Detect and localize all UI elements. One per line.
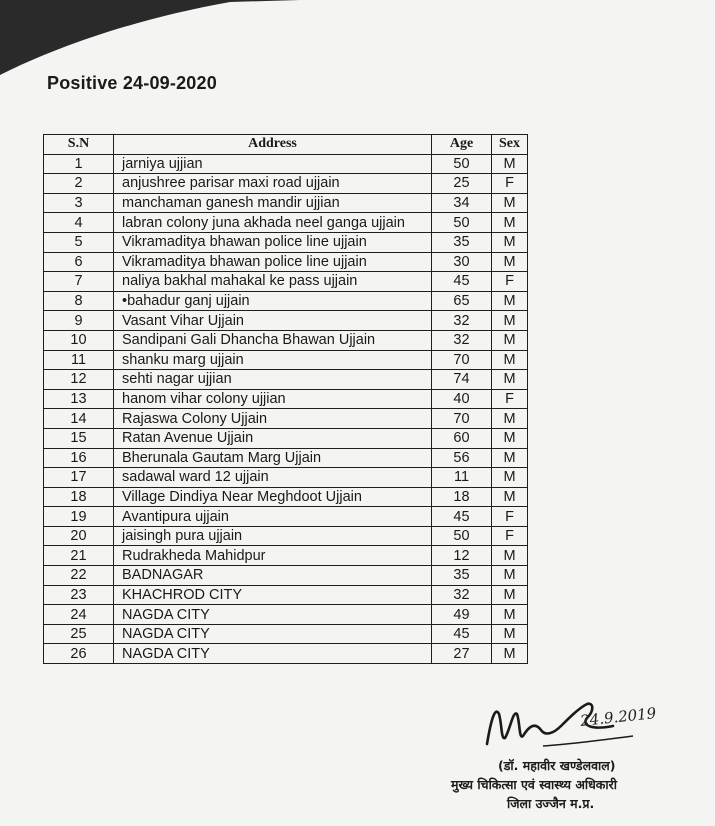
cell-address: hanom vihar colony ujjian (114, 389, 432, 409)
cell-age: 60 (432, 428, 492, 448)
cell-address: anjushree parisar maxi road ujjain (114, 174, 432, 194)
cell-sn: 5 (44, 232, 114, 252)
cell-age: 25 (432, 174, 492, 194)
cell-address: naliya bakhal mahakal ke pass ujjain (114, 272, 432, 292)
cell-sex: M (492, 428, 528, 448)
cell-sex: M (492, 154, 528, 174)
cell-sn: 11 (44, 350, 114, 370)
table-row (44, 311, 528, 331)
header-address: Address (114, 135, 432, 155)
cell-sn: 4 (44, 213, 114, 233)
table-row (44, 409, 528, 429)
handwritten-date: 24.9.2019 (579, 704, 658, 730)
cell-address: BADNAGAR (114, 566, 432, 586)
cell-address: Rudrakheda Mahidpur (114, 546, 432, 566)
cell-age: 35 (432, 566, 492, 586)
cell-sex: M (492, 330, 528, 350)
cell-sex: M (492, 213, 528, 233)
cell-age: 50 (432, 213, 492, 233)
table-row (44, 624, 528, 644)
cell-address: Rajaswa Colony Ujjain (114, 409, 432, 429)
cell-sex: M (492, 605, 528, 625)
cell-sn: 12 (44, 370, 114, 390)
cell-address: Vikramaditya bhawan police line ujjain (114, 252, 432, 272)
table-row (44, 428, 528, 448)
cell-sex: F (492, 507, 528, 527)
header-age: Age (432, 135, 492, 155)
cell-sn: 20 (44, 526, 114, 546)
cell-sex: M (492, 546, 528, 566)
cell-sn: 17 (44, 468, 114, 488)
officer-designation: मुख्य चिकित्सा एवं स्वास्थ्य अधिकारी (451, 777, 617, 792)
positive-cases-table (43, 134, 528, 664)
cell-sex: F (492, 526, 528, 546)
page-title (47, 73, 217, 94)
cell-age: 65 (432, 291, 492, 311)
header-sex: Sex (492, 135, 528, 155)
cell-sex: M (492, 468, 528, 488)
cell-sn: 24 (44, 605, 114, 625)
cell-address: labran colony juna akhada neel ganga ujjain (114, 213, 432, 233)
cell-sn: 7 (44, 272, 114, 292)
cell-sn: 16 (44, 448, 114, 468)
cell-sn: 15 (44, 428, 114, 448)
cell-sex: M (492, 585, 528, 605)
cell-age: 45 (432, 507, 492, 527)
cell-address: NAGDA CITY (114, 644, 432, 664)
cell-address: manchaman ganesh mandir ujjian (114, 193, 432, 213)
cell-sn: 22 (44, 566, 114, 586)
cell-sex: M (492, 193, 528, 213)
table-row (44, 174, 528, 194)
cell-sn: 26 (44, 644, 114, 664)
cell-sex: M (492, 409, 528, 429)
cell-age: 30 (432, 252, 492, 272)
table-row (44, 605, 528, 625)
title-date: 24-09-2020 (122, 73, 217, 93)
cell-age: 11 (432, 468, 492, 488)
table-row (44, 232, 528, 252)
cell-sex: M (492, 232, 528, 252)
table-row (44, 389, 528, 409)
cell-address: Vasant Vihar Ujjain (114, 311, 432, 331)
cell-sex: M (492, 311, 528, 331)
cell-sn: 23 (44, 585, 114, 605)
table-row (44, 585, 528, 605)
cell-address: Bherunala Gautam Marg Ujjain (114, 448, 432, 468)
table-row (44, 468, 528, 488)
cell-age: 27 (432, 644, 492, 664)
cell-age: 35 (432, 232, 492, 252)
table-row (44, 272, 528, 292)
cell-age: 40 (432, 389, 492, 409)
cell-sex: M (492, 252, 528, 272)
table-row (44, 154, 528, 174)
cell-age: 49 (432, 605, 492, 625)
cell-sex: M (492, 566, 528, 586)
cell-age: 12 (432, 546, 492, 566)
cell-sn: 3 (44, 193, 114, 213)
cell-sn: 10 (44, 330, 114, 350)
table-row (44, 252, 528, 272)
cell-sex: F (492, 174, 528, 194)
title-label: Positive (47, 73, 118, 93)
table-row (44, 213, 528, 233)
cell-sn: 21 (44, 546, 114, 566)
table-header-row (44, 135, 528, 155)
cell-sn: 6 (44, 252, 114, 272)
cell-sex: M (492, 487, 528, 507)
cell-address: shanku marg ujjain (114, 350, 432, 370)
cell-age: 70 (432, 409, 492, 429)
cell-sn: 2 (44, 174, 114, 194)
cell-age: 50 (432, 526, 492, 546)
cell-address: jarniya ujjian (114, 154, 432, 174)
cell-age: 56 (432, 448, 492, 468)
cell-address: NAGDA CITY (114, 624, 432, 644)
table-row (44, 546, 528, 566)
cell-age: 74 (432, 370, 492, 390)
officer-name: (डॉ. महावीर खण्डेलवाल) (498, 758, 616, 773)
table-row (44, 566, 528, 586)
table-row (44, 370, 528, 390)
cell-address: sehti nagar ujjian (114, 370, 432, 390)
cell-age: 45 (432, 272, 492, 292)
cell-age: 70 (432, 350, 492, 370)
cell-sex: M (492, 624, 528, 644)
cell-sex: M (492, 350, 528, 370)
cell-sn: 18 (44, 487, 114, 507)
cell-address: Sandipani Gali Dhancha Bhawan Ujjain (114, 330, 432, 350)
cell-sn: 13 (44, 389, 114, 409)
table-row (44, 330, 528, 350)
cell-address: Village Dindiya Near Meghdoot Ujjain (114, 487, 432, 507)
cell-address: jaisingh pura ujjain (114, 526, 432, 546)
table-row (44, 291, 528, 311)
cell-sex: M (492, 448, 528, 468)
header-sn: S.N (44, 135, 114, 155)
cell-sn: 8 (44, 291, 114, 311)
cell-sex: M (492, 291, 528, 311)
table-row (44, 644, 528, 664)
officer-office: जिला उज्जैन म.प्र. (507, 796, 595, 811)
cell-address: •bahadur ganj ujjain (114, 291, 432, 311)
cell-age: 50 (432, 154, 492, 174)
cell-sex: F (492, 389, 528, 409)
cell-sn: 19 (44, 507, 114, 527)
table-row (44, 507, 528, 527)
cell-address: sadawal ward 12 ujjain (114, 468, 432, 488)
cell-address: Ratan Avenue Ujjain (114, 428, 432, 448)
cell-age: 32 (432, 311, 492, 331)
table-row (44, 448, 528, 468)
cell-address: Avantipura ujjain (114, 507, 432, 527)
cell-address: NAGDA CITY (114, 605, 432, 625)
cell-age: 34 (432, 193, 492, 213)
table-row (44, 526, 528, 546)
cell-sex: M (492, 644, 528, 664)
table-row (44, 487, 528, 507)
cell-address: Vikramaditya bhawan police line ujjain (114, 232, 432, 252)
cell-age: 18 (432, 487, 492, 507)
cell-sex: M (492, 370, 528, 390)
cell-sn: 25 (44, 624, 114, 644)
cell-sn: 14 (44, 409, 114, 429)
cell-address: KHACHROD CITY (114, 585, 432, 605)
table-row (44, 193, 528, 213)
cell-age: 32 (432, 585, 492, 605)
cell-sex: F (492, 272, 528, 292)
table-row (44, 350, 528, 370)
cell-sn: 1 (44, 154, 114, 174)
cell-sn: 9 (44, 311, 114, 331)
cell-age: 32 (432, 330, 492, 350)
cell-age: 45 (432, 624, 492, 644)
